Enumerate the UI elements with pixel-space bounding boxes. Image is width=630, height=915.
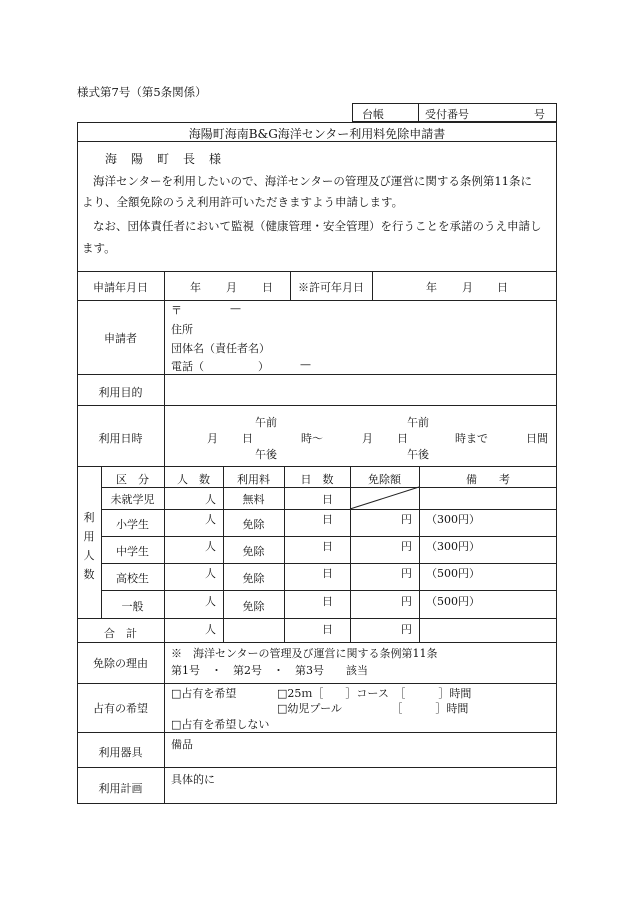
- equipment-value[interactable]: 備品: [171, 738, 193, 751]
- permit-date-day[interactable]: 日: [497, 281, 508, 294]
- table-row-fee: 無料: [242, 493, 265, 506]
- duration-days: 日間: [526, 432, 548, 445]
- table-row-yen-unit[interactable]: 円: [401, 540, 412, 553]
- form-title: 海陽町海南B&G海洋センター利用料免除申請書: [188, 127, 446, 141]
- purpose-label: 利用目的: [98, 386, 143, 399]
- equipment-label: 利用器具: [98, 746, 143, 759]
- group-name-label: 団体名（責任者名）: [171, 342, 270, 355]
- table-row-people-unit[interactable]: 人: [205, 595, 216, 608]
- exemption-reason-line-2[interactable]: 第1号 ・ 第2号 ・ 第3号 該当: [171, 664, 368, 677]
- table-row-note: （500円）: [426, 595, 480, 608]
- body-line-2: より、全額免除のうえ利用許可いただきますよう申請します。: [82, 195, 404, 209]
- application-date-year[interactable]: 年: [190, 281, 201, 294]
- table-row-people-unit[interactable]: 人: [205, 567, 216, 580]
- occupancy-want-checkbox[interactable]: □占有を希望: [171, 687, 237, 700]
- table-row-day-unit[interactable]: 日: [322, 595, 333, 608]
- permit-date-label: ※許可年月日: [298, 281, 364, 294]
- application-date-month[interactable]: 月: [226, 281, 237, 294]
- end-day: 日: [397, 432, 408, 445]
- start-pm[interactable]: 午後: [255, 448, 277, 461]
- body-line-4: ます。: [82, 241, 116, 255]
- application-date-label: 申請年月日: [93, 281, 148, 294]
- table-row-note: （300円）: [426, 513, 480, 526]
- addressee: 海 陽 町 長 様: [105, 152, 223, 166]
- table-row-fee: 免除: [242, 572, 265, 585]
- postal-mark: 〒: [171, 304, 182, 317]
- table-row-yen-unit[interactable]: 円: [401, 567, 412, 580]
- postal-dash: —: [230, 302, 241, 315]
- header-people: 人 数: [177, 473, 210, 486]
- table-row-fee: 免除: [242, 518, 265, 531]
- table-row-day-unit[interactable]: 日: [322, 513, 333, 526]
- table-row-fee: 免除: [242, 545, 265, 558]
- table-row-category: 一般: [121, 600, 144, 613]
- table-row-fee: 免除: [242, 600, 265, 613]
- table-row-people-unit[interactable]: 人: [205, 493, 216, 506]
- address-label: 住所: [171, 323, 193, 336]
- table-row-day-unit[interactable]: 日: [322, 493, 333, 506]
- count-side-label: 利 用 人 数: [83, 511, 95, 581]
- header-category: 区 分: [116, 473, 149, 486]
- receipt-number-label: 受付番号: [425, 108, 469, 121]
- table-row-category: 未就学児: [110, 493, 155, 506]
- exemption-reason-line-1: ※ 海洋センターの管理及び運営に関する条例第11条: [171, 647, 438, 660]
- phone-open: 電話（: [171, 360, 204, 373]
- total-label: 合 計: [104, 627, 137, 640]
- table-row-category: 小学生: [116, 518, 149, 531]
- occupancy-no-checkbox[interactable]: □占有を希望しない: [171, 718, 270, 731]
- header-days: 日 数: [300, 473, 334, 486]
- applicant-label: 申請者: [104, 332, 137, 345]
- permit-date-month[interactable]: 月: [462, 281, 473, 294]
- occupancy-label: 占有の希望: [93, 702, 148, 715]
- table-row-note: （300円）: [426, 540, 480, 553]
- receipt-number-suffix: 号: [534, 108, 545, 121]
- ledger-label: 台帳: [362, 108, 384, 121]
- body-line-3: なお、団体責任者において監視（健康管理・安全管理）を行うことを承諾のうえ申請し: [93, 219, 542, 233]
- table-row-day-unit[interactable]: 日: [322, 567, 333, 580]
- end-month: 月: [362, 432, 373, 445]
- plan-label: 利用計画: [98, 782, 143, 795]
- pool-25m-checkbox[interactable]: □25ｍ［ ］コース ［ ］時間: [277, 687, 472, 700]
- permit-date-year[interactable]: 年: [426, 281, 437, 294]
- end-am[interactable]: 午前: [407, 416, 429, 429]
- table-row-note: （500円）: [426, 567, 480, 580]
- plan-value[interactable]: 具体的に: [171, 773, 215, 786]
- header-exemption: 免除額: [368, 473, 401, 486]
- total-yen-unit[interactable]: 円: [401, 623, 412, 636]
- start-month: 月: [207, 432, 218, 445]
- end-pm[interactable]: 午後: [407, 448, 429, 461]
- kids-pool-checkbox[interactable]: □幼児プール ［ ］時間: [277, 702, 469, 715]
- form-number: 様式第7号（第5条関係）: [77, 85, 207, 99]
- phone-close: ）: [258, 360, 269, 373]
- header-fee: 利用料: [237, 473, 270, 486]
- total-people-unit[interactable]: 人: [205, 623, 216, 636]
- total-day-unit[interactable]: 日: [322, 623, 333, 636]
- table-row-category: 中学生: [116, 545, 149, 558]
- start-am[interactable]: 午前: [255, 416, 277, 429]
- start-day: 日: [242, 432, 253, 445]
- exemption-reason-label: 免除の理由: [93, 657, 148, 670]
- start-hour: 時～: [301, 432, 323, 445]
- header-note: 備 考: [466, 473, 510, 486]
- table-row-day-unit[interactable]: 日: [322, 540, 333, 553]
- end-hour: 時まで: [455, 432, 488, 445]
- schedule-label: 利用日時: [98, 432, 143, 445]
- table-row-category: 高校生: [116, 572, 149, 585]
- table-row-people-unit[interactable]: 人: [205, 540, 216, 553]
- phone-dash: —: [300, 358, 311, 371]
- application-date-day[interactable]: 日: [262, 281, 273, 294]
- table-row-yen-unit[interactable]: 円: [401, 595, 412, 608]
- table-row-yen-unit[interactable]: 円: [401, 513, 412, 526]
- table-row-people-unit[interactable]: 人: [205, 513, 216, 526]
- body-line-1: 海洋センターを利用したいので、海洋センターの管理及び運営に関する条例第11条に: [93, 174, 532, 188]
